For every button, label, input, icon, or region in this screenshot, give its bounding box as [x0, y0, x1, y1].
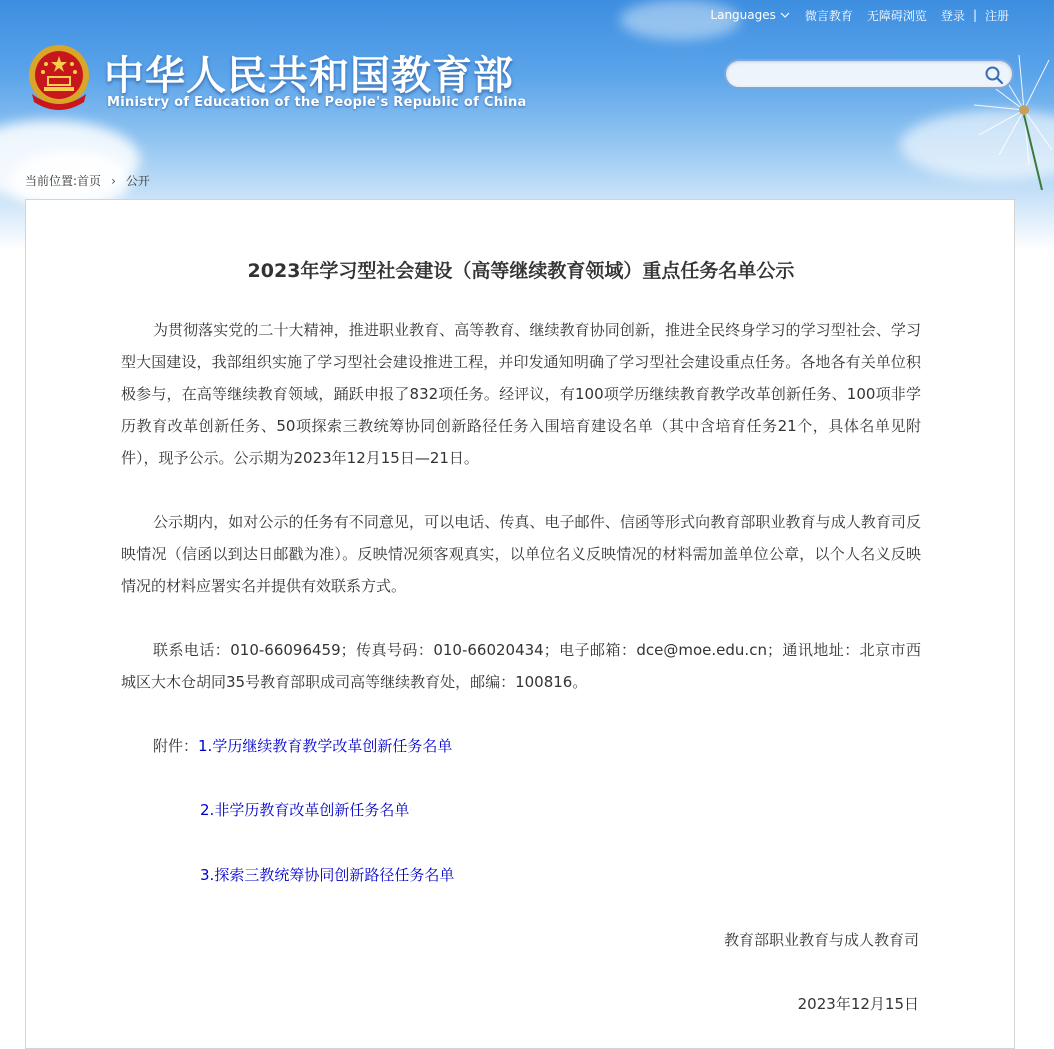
- search-icon[interactable]: [984, 65, 1004, 85]
- article-title: 2023年学习型社会建设（高等继续教育领域）重点任务名单公示: [247, 260, 795, 282]
- top-nav: [703, 6, 1016, 24]
- attachment-num: 3.: [200, 866, 215, 884]
- article-paragraph: 联系电话：010-66096459；传真号码：010-66020434；电子邮箱：dce@moe.edu.cn；通讯地址：北京市西城区大木仓胡同35号教育部职成司高等继续教育处，邮编：100816。: [121, 641, 921, 691]
- register-link[interactable]: 注册: [984, 8, 1009, 23]
- site-title-cn: 中华人民共和国教育部: [104, 53, 514, 99]
- accessibility-link[interactable]: 无障碍浏览: [866, 8, 927, 23]
- signature: 教育部职业教育与成人教育司: [723, 931, 919, 949]
- chevron-down-icon: [780, 11, 790, 19]
- breadcrumb-label: 当前位置:: [25, 174, 78, 188]
- attachment-num: 1.: [198, 737, 213, 755]
- attachment-text: 学历继续教育教学改革创新任务名单: [212, 737, 453, 755]
- attachment-text: 非学历教育改革创新任务名单: [214, 801, 410, 819]
- languages-label: Languages: [710, 8, 776, 22]
- article-paragraph: 公示期内，如对公示的任务有不同意见，可以电话、传真、电子邮件、信函等形式向教育部职业教育与成人教育司反映情况（信函以到达日邮戳为准）。反映情况须客观真实，以单位名义反映情况的材料需加盖单位公章，以个人名义反映情况的材料应署实名并提供有效联系方式。: [121, 513, 921, 595]
- attachments-label: 附件：: [153, 737, 199, 755]
- national-emblem-icon: [26, 42, 92, 112]
- breadcrumb-home[interactable]: 首页: [77, 174, 102, 188]
- wechat-edu-link[interactable]: 微言教育: [804, 8, 853, 23]
- article-panel: [25, 199, 1015, 1049]
- site-title-en: Ministry of Education of the People's Republic of China: [107, 95, 527, 110]
- breadcrumb-current[interactable]: 公开: [125, 174, 150, 188]
- breadcrumb-separator: ›: [111, 173, 116, 188]
- languages-menu[interactable]: [703, 8, 797, 22]
- article-paragraph: 为贯彻落实党的二十大精神，推进职业教育、高等教育、继续教育协同创新，推进全民终身学习的学习型社会、学习型大国建设，我部组织实施了学习型社会建设推进工程，并印发通知明确了学习型社会建设重点任务。各地各有关单位积极参与，在高等继续教育领域，踊跃申报了832项任务。经评议，有100项学历继续教育教学改革创新任务、100项非学历教育改革创新任务、50项探索三教统筹协同创新路径任务入围培育建设名单（其中含培育任务21个，具体名单见附件），现予公示。公示期为2023年12月15日—21日。: [121, 321, 921, 467]
- search-box: [724, 59, 1014, 89]
- breadcrumb: [25, 172, 150, 189]
- attachment-row: [200, 794, 409, 826]
- attachment-text: 探索三教统筹协同创新路径任务名单: [214, 866, 455, 884]
- publish-date: 2023年12月15日: [797, 995, 919, 1013]
- nav-separator: |: [972, 8, 977, 22]
- login-link[interactable]: 登录: [940, 8, 965, 23]
- attachment-num: 2.: [200, 801, 215, 819]
- attachment-row: [200, 859, 454, 891]
- attachment-link-3[interactable]: [200, 866, 454, 884]
- attachment-link-1[interactable]: [198, 737, 452, 755]
- attachment-link-2[interactable]: [200, 801, 409, 819]
- search-input[interactable]: [740, 65, 984, 87]
- attachment-row: [153, 730, 452, 762]
